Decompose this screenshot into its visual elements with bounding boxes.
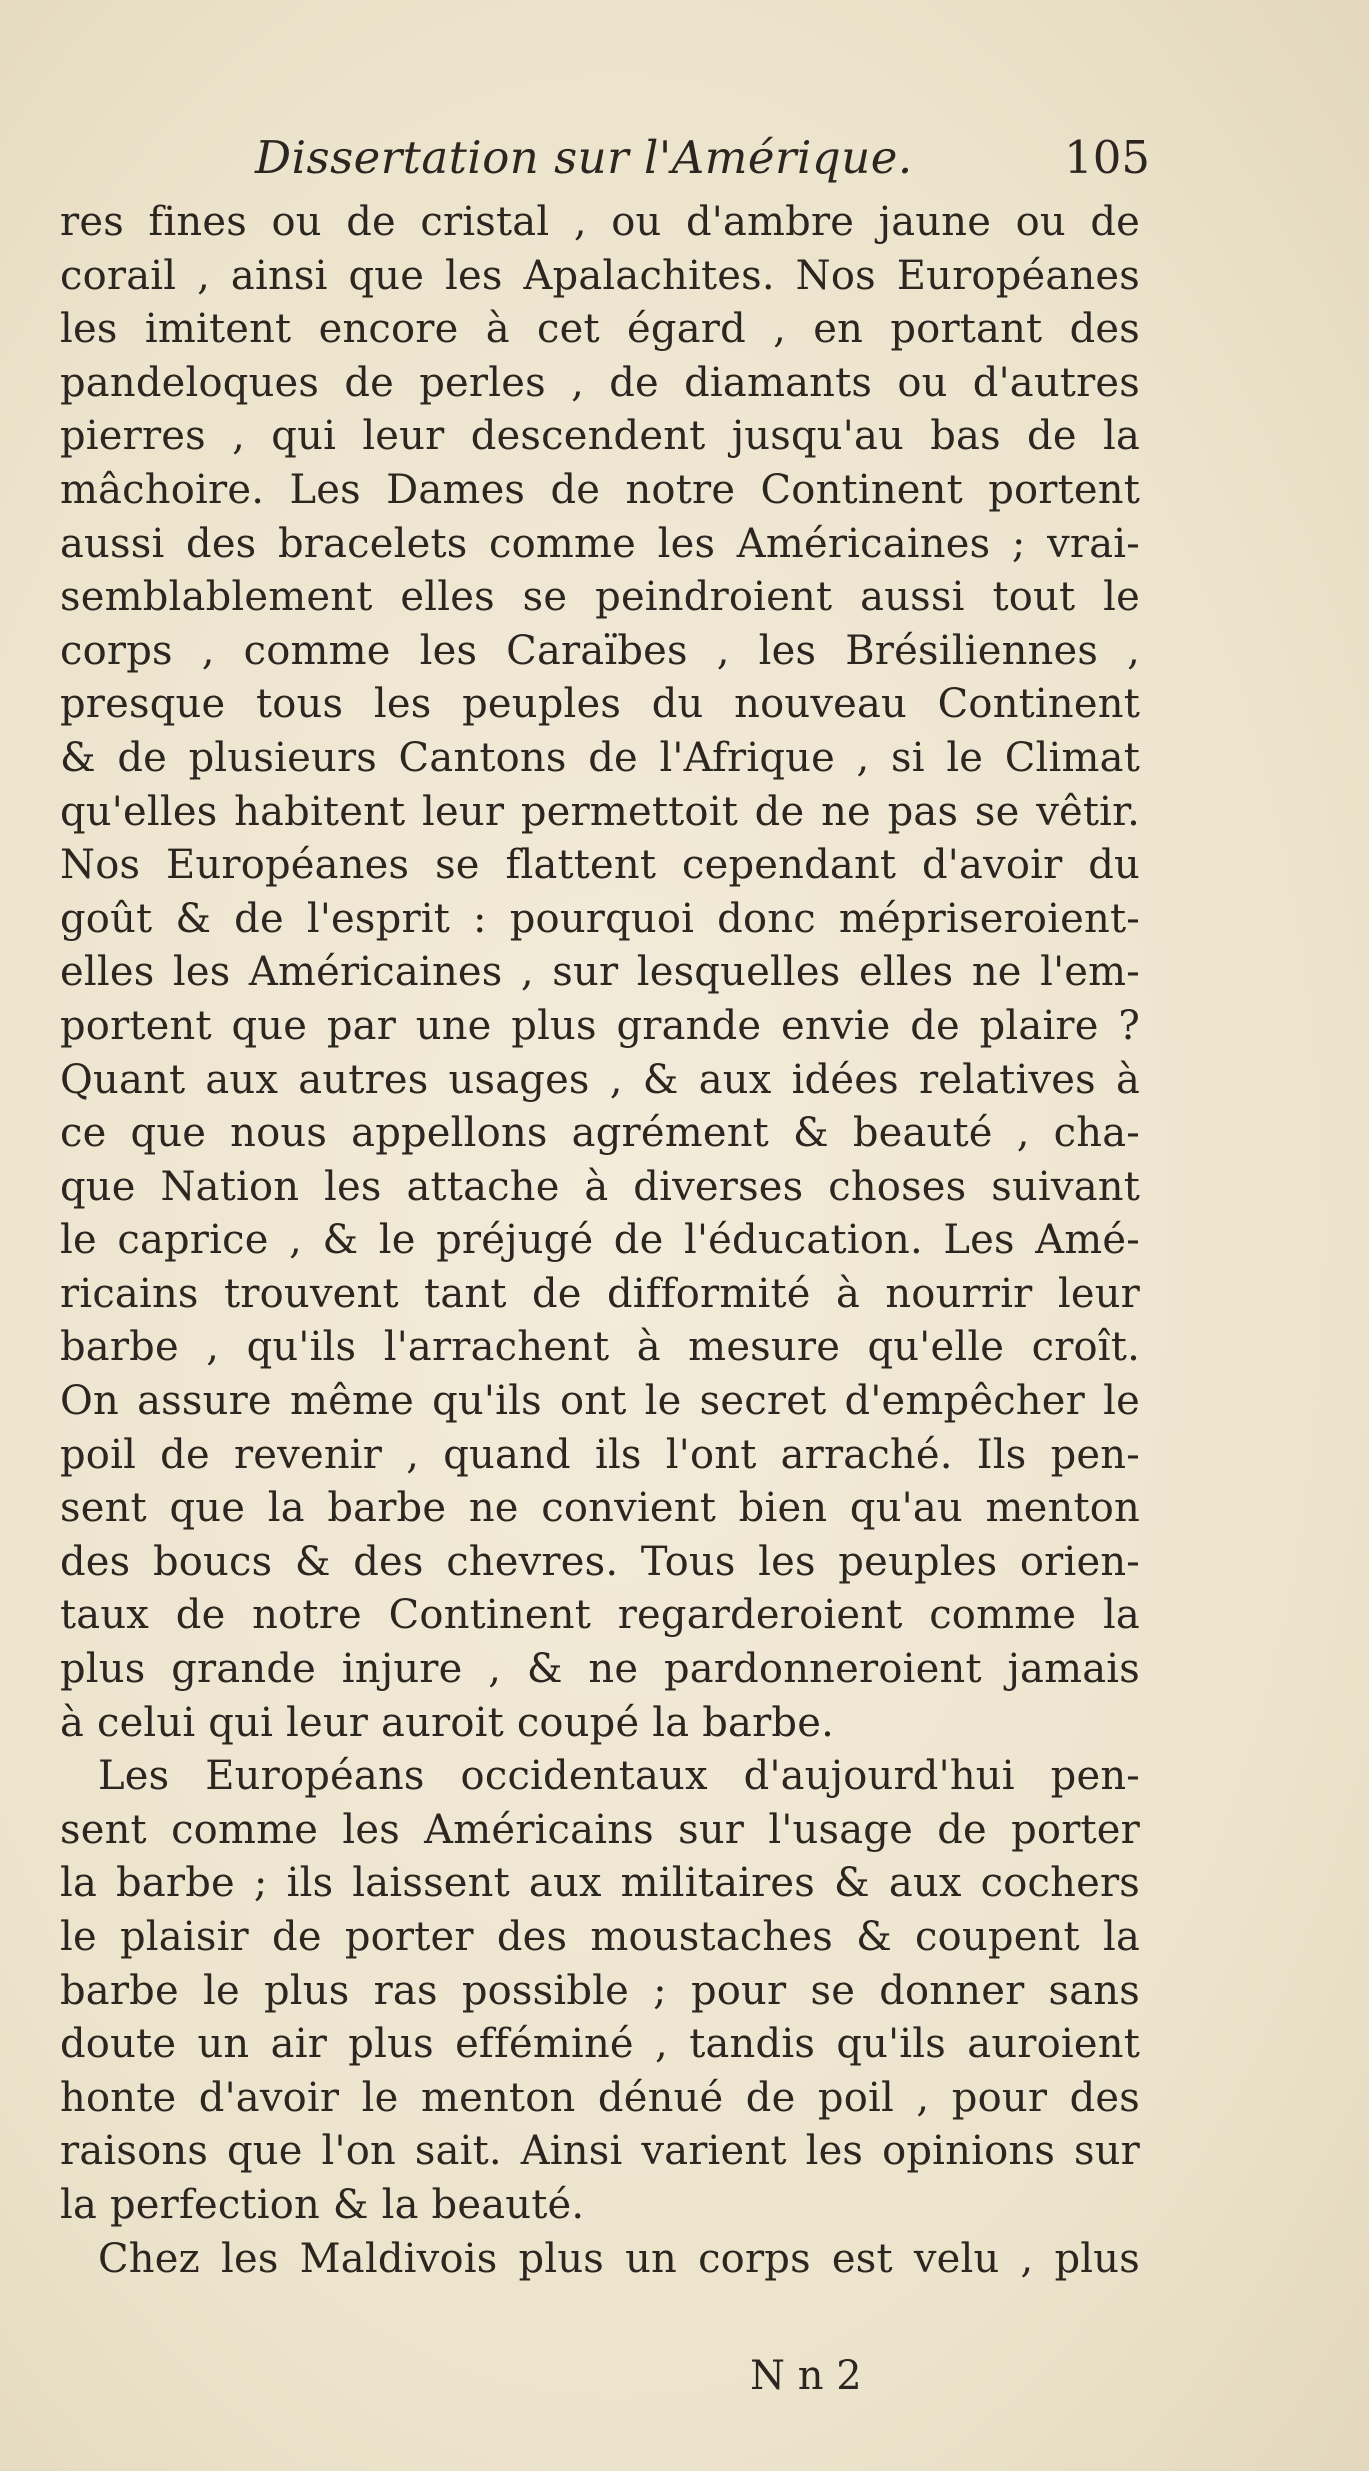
text-line: honte d'avoir le menton dénué de poil , pour des	[60, 2074, 1140, 2121]
text-line: ce que nous appellons agrément & beauté , cha-	[60, 1110, 1140, 1157]
text-line: mâchoire. Les Dames de notre Continent portent	[60, 466, 1140, 513]
running-title: Dissertation sur l'Amérique.	[255, 131, 913, 184]
text-line: doute un air plus efféminé , tandis qu'ils auroient	[60, 2021, 1140, 2068]
text-line: elles les Américaines , sur lesquelles elles ne l'em-	[60, 949, 1140, 996]
text-line: On assure même qu'ils ont le secret d'empêcher le	[60, 1378, 1140, 1425]
page-header	[60, 128, 1150, 188]
page-number: 105	[1064, 131, 1150, 184]
text-line: pierres , qui leur descendent jusqu'au bas de la	[60, 413, 1140, 460]
text-line: le caprice , & le préjugé de l'éducation. Les Amé-	[60, 1217, 1140, 1264]
text-line: la barbe ; ils laissent aux militaires & aux cochers	[60, 1860, 1140, 1907]
text-line: corail , ainsi que les Apalachites. Nos Européanes	[60, 252, 1140, 299]
text-line: Les Européans occidentaux d'aujourd'hui pen-	[98, 1753, 1140, 1800]
text-line: barbe , qu'ils l'arrachent à mesure qu'elle croît.	[60, 1324, 1140, 1371]
text-line: res fines ou de cristal , ou d'ambre jaune ou de	[60, 199, 1140, 245]
text-line: portent que par une plus grande envie de plaire ?	[60, 1002, 1140, 1049]
text-line: le plaisir de porter des moustaches & coupent la	[60, 1914, 1140, 1960]
body-text	[60, 196, 1140, 2286]
text-line: presque tous les peuples du nouveau Continent	[60, 681, 1140, 728]
text-line: ricains trouvent tant de difformité à nourrir leur	[60, 1270, 1140, 1317]
text-line: qu'elles habitent leur permettoit de ne pas se vêtir.	[60, 788, 1140, 835]
text-line: goût & de l'esprit : pourquoi donc mépriseroient-	[60, 895, 1140, 942]
text-line: des boucs & des chevres. Tous les peuples orien-	[60, 1538, 1140, 1585]
text-line: raisons que l'on sait. Ainsi varient les opinions sur	[60, 2128, 1140, 2175]
text-line: les imitent encore à cet égard , en portant des	[60, 306, 1140, 353]
text-line: Quant aux autres usages , & aux idées relatives à	[60, 1056, 1140, 1103]
text-line: poil de revenir , quand ils l'ont arraché. Ils pen-	[60, 1431, 1140, 1478]
text-line: pandeloques de perles , de diamants ou d'autres	[60, 359, 1140, 406]
text-line: la perfection & la beauté.	[60, 2181, 585, 2228]
text-line: Chez les Maldivois plus un corps est velu , plus	[98, 2235, 1140, 2282]
text-line: corps , comme les Caraïbes , les Brésiliennes ,	[60, 627, 1140, 674]
signature-mark: N n 2	[750, 2353, 862, 2399]
text-line: à celui qui leur auroit coupé la barbe.	[60, 1699, 834, 1746]
text-line: plus grande injure , & ne pardonneroient jamais	[60, 1646, 1140, 1693]
text-line: taux de notre Continent regarderoient comme la	[60, 1592, 1140, 1639]
text-line: sent comme les Américains sur l'usage de porter	[60, 1806, 1140, 1853]
text-line: semblablement elles se peindroient aussi tout le	[60, 574, 1140, 621]
text-line: barbe le plus ras possible ; pour se donner sans	[60, 1967, 1140, 2014]
text-line: sent que la barbe ne convient bien qu'au menton	[60, 1485, 1140, 1532]
text-line: Nos Européanes se flattent cependant d'avoir du	[60, 842, 1140, 889]
text-line: aussi des bracelets comme les Américaines ; vrai-	[60, 520, 1140, 567]
text-line: que Nation les attache à diverses choses suivant	[60, 1163, 1140, 1210]
text-line: & de plusieurs Cantons de l'Afrique , si le Climat	[60, 734, 1140, 781]
